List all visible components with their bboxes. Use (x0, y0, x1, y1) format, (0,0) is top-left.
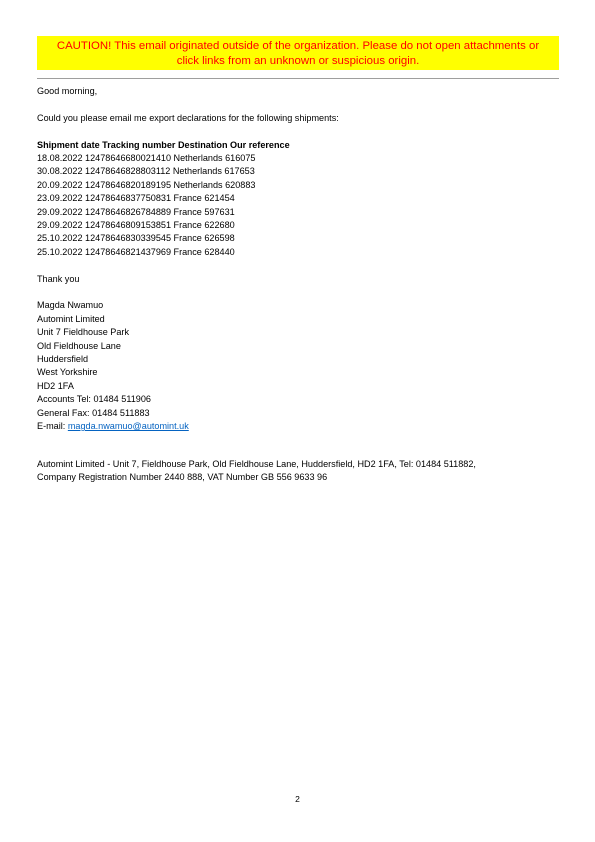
signature-name: Magda Nwamuo (37, 300, 104, 311)
shipment-row: 25.10.2022 12478646830339545 France 626598 (37, 233, 235, 244)
spacer (37, 286, 557, 299)
footer-line-1: Automint Limited - Unit 7, Fieldhouse Park, Old Fieldhouse Lane, Huddersfield, HD2 1FA, Tel: 01484 511882, (37, 459, 476, 469)
signature-county: West Yorkshire (37, 367, 98, 378)
email-body (37, 85, 557, 434)
signature-accounts-tel: Accounts Tel: 01484 511906 (37, 394, 151, 405)
signature-general-fax: General Fax: 01484 511883 (37, 407, 150, 418)
signature-address-2: Old Fieldhouse Lane (37, 340, 121, 351)
signature-town: Huddersfield (37, 354, 89, 365)
shipment-row: 20.09.2022 12478646820189195 Netherlands 620883 (37, 179, 256, 190)
email-link[interactable]: magda.nwamuo@automint.uk (67, 421, 189, 432)
signature-email-label: E-mail: (37, 421, 68, 432)
request-text: Could you please email me export declarations for the following shipments: (37, 112, 339, 123)
thanks: Thank you (37, 273, 80, 284)
shipment-row: 23.09.2022 12478646837750831 France 621454 (37, 193, 235, 204)
shipment-list (37, 152, 557, 259)
shipment-row: 18.08.2022 12478646680021410 Netherlands 616075 (37, 153, 256, 163)
spacer (37, 259, 557, 272)
shipment-row: 29.09.2022 12478646826784889 France 597631 (37, 206, 235, 217)
shipment-row: 25.10.2022 12478646821437969 France 628440 (37, 246, 235, 257)
caution-banner (37, 36, 559, 70)
spacer (37, 125, 557, 138)
signature-email (37, 420, 557, 433)
footer-line-2: Company Registration Number 2440 888, VAT Number GB 556 9633 96 (37, 472, 328, 483)
caution-text-line-2: click links from an unknown or suspicious origin. (176, 55, 420, 67)
shipment-table-header: Shipment date Tracking number Destination Our reference (37, 139, 290, 150)
signature-block (37, 299, 557, 433)
shipment-row: 30.08.2022 12478646828803112 Netherlands 617653 (37, 166, 255, 177)
signature-company: Automint Limited (37, 313, 105, 324)
spacer (37, 98, 557, 111)
signature-postcode: HD2 1FA (37, 380, 74, 391)
company-footer (37, 458, 557, 485)
greeting: Good morning, (37, 86, 98, 96)
shipment-row: 29.09.2022 12478646809153851 France 622680 (37, 220, 235, 231)
signature-address-1: Unit 7 Fieldhouse Park (37, 327, 129, 338)
caution-text-line-1: CAUTION! This email originated outside of the organization. Please do not open attachments or (56, 40, 540, 52)
header-divider (37, 78, 559, 79)
page-number: 2 (295, 794, 300, 804)
